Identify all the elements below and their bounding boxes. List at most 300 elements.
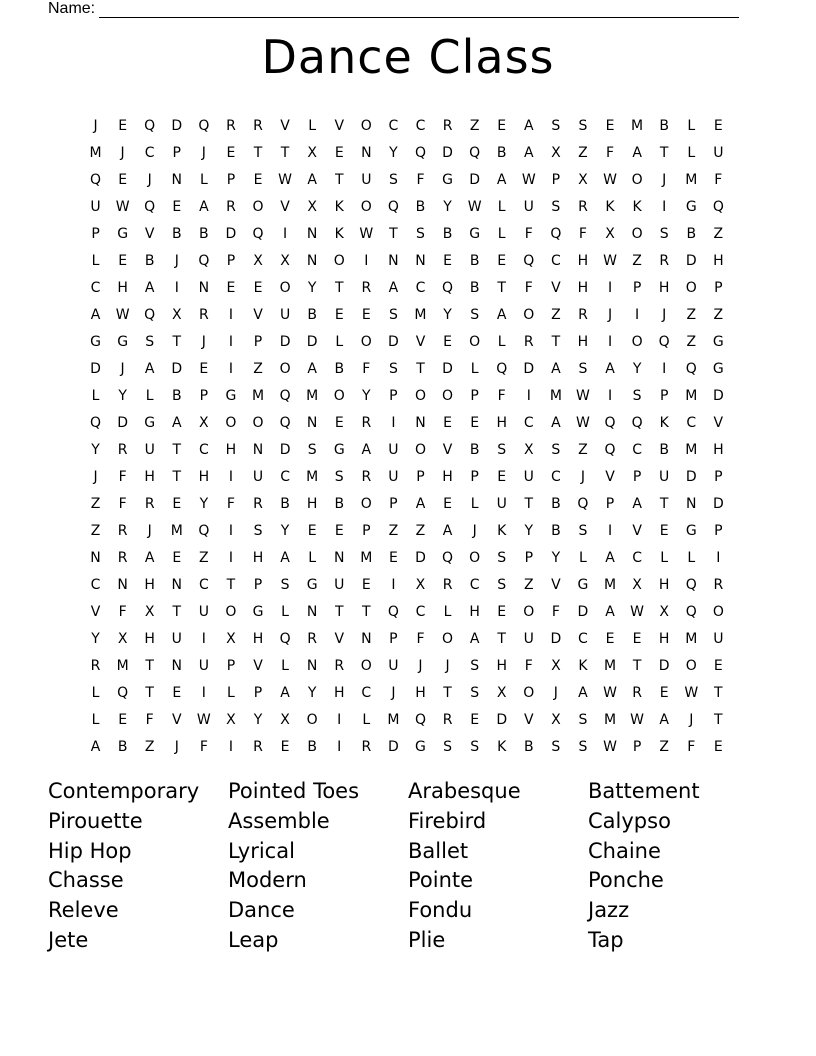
grid-letter[interactable]: R xyxy=(253,738,263,755)
grid-letter[interactable]: A xyxy=(280,684,290,701)
grid-letter[interactable]: A xyxy=(496,306,507,323)
grid-letter[interactable]: E xyxy=(334,522,344,539)
grid-letter[interactable]: O xyxy=(469,333,481,350)
grid-letter[interactable]: F xyxy=(524,279,533,296)
grid-letter[interactable]: P xyxy=(253,576,263,593)
grid-letter[interactable]: A xyxy=(524,144,534,161)
grid-letter[interactable]: S xyxy=(388,171,398,188)
grid-letter[interactable]: R xyxy=(90,657,101,674)
grid-letter[interactable]: E xyxy=(497,603,507,620)
grid-letter[interactable]: Q xyxy=(90,171,102,188)
grid-letter[interactable]: L xyxy=(91,387,100,404)
grid-letter[interactable]: V xyxy=(90,603,101,620)
grid-letter[interactable]: B xyxy=(334,360,345,377)
grid-letter[interactable]: H xyxy=(658,279,670,296)
grid-letter[interactable]: K xyxy=(334,225,344,242)
grid-letter[interactable]: K xyxy=(659,414,669,431)
grid-letter[interactable]: C xyxy=(632,441,642,458)
grid-letter[interactable]: I xyxy=(607,333,613,350)
grid-letter[interactable]: G xyxy=(712,360,724,377)
grid-letter[interactable]: O xyxy=(360,198,372,215)
grid-letter[interactable]: O xyxy=(225,603,237,620)
grid-letter[interactable]: L xyxy=(281,603,289,620)
grid-letter[interactable]: W xyxy=(603,252,617,269)
grid-letter[interactable]: Z xyxy=(523,576,534,593)
grid-letter[interactable]: J xyxy=(147,522,152,539)
grid-letter[interactable]: P xyxy=(551,171,561,188)
grid-letter[interactable]: C xyxy=(90,576,101,593)
grid-letter[interactable]: Q xyxy=(90,414,102,431)
grid-letter[interactable]: Y xyxy=(632,360,642,377)
grid-letter[interactable]: T xyxy=(334,279,344,296)
grid-letter[interactable]: F xyxy=(551,603,560,620)
grid-letter[interactable]: H xyxy=(577,252,589,269)
grid-letter[interactable]: R xyxy=(442,711,453,728)
grid-letter[interactable]: S xyxy=(145,333,155,350)
grid-letter[interactable]: A xyxy=(496,171,507,188)
grid-letter[interactable]: G xyxy=(117,225,129,242)
grid-letter[interactable]: X xyxy=(415,576,426,593)
grid-letter[interactable]: B xyxy=(659,117,669,134)
grid-letter[interactable]: P xyxy=(389,387,398,404)
grid-letter[interactable]: R xyxy=(117,522,128,539)
grid-letter[interactable]: Q xyxy=(604,414,616,431)
grid-letter[interactable]: P xyxy=(632,738,642,755)
grid-letter[interactable]: L xyxy=(281,657,289,674)
grid-letter[interactable]: Y xyxy=(551,549,561,566)
grid-letter[interactable]: Z xyxy=(388,522,399,539)
grid-letter[interactable]: S xyxy=(388,306,398,323)
grid-letter[interactable]: X xyxy=(659,603,669,620)
grid-letter[interactable]: V xyxy=(253,657,263,674)
grid-letter[interactable]: P xyxy=(632,279,642,296)
grid-letter[interactable]: E xyxy=(361,306,371,323)
grid-letter[interactable]: G xyxy=(252,603,264,620)
grid-letter[interactable]: S xyxy=(470,738,480,755)
grid-letter[interactable]: F xyxy=(524,657,533,674)
grid-letter[interactable]: H xyxy=(577,333,589,350)
grid-letter[interactable]: O xyxy=(414,387,426,404)
grid-letter[interactable]: F xyxy=(118,603,127,620)
grid-letter[interactable]: F xyxy=(416,630,425,647)
grid-letter[interactable]: H xyxy=(333,684,345,701)
grid-letter[interactable]: B xyxy=(686,225,697,242)
grid-letter[interactable]: C xyxy=(523,414,534,431)
grid-letter[interactable]: T xyxy=(172,603,182,620)
grid-letter[interactable]: S xyxy=(280,576,290,593)
grid-letter[interactable]: W xyxy=(278,171,292,188)
grid-letter[interactable]: V xyxy=(171,711,182,728)
grid-letter[interactable]: E xyxy=(334,306,344,323)
grid-letter[interactable]: H xyxy=(713,252,724,269)
grid-letter[interactable]: X xyxy=(551,657,561,674)
grid-letter[interactable]: H xyxy=(252,630,264,647)
grid-letter[interactable]: Q xyxy=(550,225,562,242)
grid-letter[interactable]: I xyxy=(228,360,233,377)
grid-letter[interactable]: O xyxy=(360,495,372,512)
grid-letter[interactable]: Z xyxy=(578,144,588,161)
grid-letter[interactable]: J xyxy=(391,684,396,701)
grid-letter[interactable]: E xyxy=(118,711,128,728)
grid-letter[interactable]: P xyxy=(199,387,209,404)
grid-letter[interactable]: Z xyxy=(578,441,588,458)
grid-letter[interactable]: O xyxy=(306,711,318,728)
grid-letter[interactable]: S xyxy=(578,711,588,728)
grid-letter[interactable]: V xyxy=(144,225,155,242)
grid-letter[interactable]: D xyxy=(469,171,481,188)
grid-letter[interactable]: Q xyxy=(442,549,454,566)
grid-letter[interactable]: O xyxy=(333,252,345,269)
grid-letter[interactable]: X xyxy=(280,252,290,269)
grid-letter[interactable]: A xyxy=(199,198,209,215)
grid-letter[interactable]: Q xyxy=(198,252,210,269)
grid-letter[interactable]: C xyxy=(686,414,697,431)
grid-letter[interactable]: N xyxy=(171,576,183,593)
grid-letter[interactable]: T xyxy=(443,684,452,701)
grid-letter[interactable]: M xyxy=(685,387,698,404)
grid-letter[interactable]: H xyxy=(442,468,453,485)
grid-letter[interactable]: N xyxy=(334,549,345,566)
grid-letter[interactable]: A xyxy=(144,549,155,566)
grid-letter[interactable]: D xyxy=(442,360,453,377)
grid-letter[interactable]: L xyxy=(470,495,479,512)
grid-letter[interactable]: O xyxy=(469,549,481,566)
grid-letter[interactable]: F xyxy=(199,738,208,755)
name-field[interactable] xyxy=(48,0,739,18)
grid-letter[interactable]: C xyxy=(469,576,480,593)
grid-letter[interactable]: O xyxy=(523,603,535,620)
grid-letter[interactable]: Z xyxy=(469,117,480,134)
grid-letter[interactable]: W xyxy=(576,414,590,431)
grid-letter[interactable]: I xyxy=(228,468,233,485)
grid-letter[interactable]: H xyxy=(496,414,507,431)
grid-letter[interactable]: A xyxy=(307,171,317,188)
grid-letter[interactable]: W xyxy=(521,171,536,188)
grid-letter[interactable]: A xyxy=(524,117,534,134)
grid-letter[interactable]: T xyxy=(551,333,561,350)
grid-letter[interactable]: N xyxy=(415,414,426,431)
grid-letter[interactable]: C xyxy=(415,603,426,620)
grid-letter[interactable]: T xyxy=(389,225,398,242)
grid-letter[interactable]: S xyxy=(632,387,642,404)
grid-letter[interactable]: D xyxy=(117,414,128,431)
grid-letter[interactable]: U xyxy=(198,657,209,674)
grid-letter[interactable]: P xyxy=(470,468,479,485)
grid-letter[interactable]: F xyxy=(362,360,371,377)
grid-letter[interactable]: G xyxy=(469,225,481,242)
grid-letter[interactable]: Y xyxy=(280,522,290,539)
grid-letter[interactable]: A xyxy=(551,414,561,431)
grid-letter[interactable]: P xyxy=(362,522,371,539)
grid-letter[interactable]: E xyxy=(226,144,236,161)
grid-letter[interactable]: N xyxy=(90,549,101,566)
grid-letter[interactable]: C xyxy=(415,279,426,296)
grid-letter[interactable]: N xyxy=(171,657,183,674)
grid-letter[interactable]: J xyxy=(201,144,206,161)
grid-letter[interactable]: U xyxy=(388,657,399,674)
grid-letter[interactable]: G xyxy=(333,441,345,458)
grid-letter[interactable]: O xyxy=(631,333,643,350)
grid-letter[interactable]: N xyxy=(306,414,318,431)
grid-letter[interactable]: T xyxy=(172,333,182,350)
grid-letter[interactable]: J xyxy=(174,738,179,755)
grid-letter[interactable]: S xyxy=(416,225,425,242)
grid-letter[interactable]: E xyxy=(307,522,317,539)
grid-letter[interactable]: R xyxy=(198,306,209,323)
grid-letter[interactable]: D xyxy=(388,333,399,350)
grid-letter[interactable]: S xyxy=(307,441,317,458)
grid-letter[interactable]: Y xyxy=(443,198,452,215)
grid-letter[interactable]: T xyxy=(145,657,154,674)
grid-letter[interactable]: N xyxy=(306,657,318,674)
grid-letter[interactable]: L xyxy=(497,198,506,215)
grid-letter[interactable]: R xyxy=(253,117,263,134)
grid-letter[interactable]: N xyxy=(198,279,210,296)
grid-letter[interactable]: E xyxy=(280,738,290,755)
grid-letter[interactable]: L xyxy=(687,144,696,161)
grid-letter[interactable]: O xyxy=(631,225,643,242)
grid-letter[interactable]: E xyxy=(443,414,452,431)
grid-letter[interactable]: B xyxy=(334,495,345,512)
grid-letter[interactable]: N xyxy=(306,225,318,242)
grid-letter[interactable]: N xyxy=(117,576,128,593)
grid-letter[interactable]: B xyxy=(307,306,317,323)
grid-letter[interactable]: U xyxy=(496,495,507,512)
grid-letter[interactable]: Q xyxy=(144,117,156,134)
grid-letter[interactable]: V xyxy=(280,198,290,215)
grid-letter[interactable]: S xyxy=(497,441,507,458)
grid-letter[interactable]: B xyxy=(496,144,507,161)
grid-letter[interactable]: C xyxy=(198,441,209,458)
grid-letter[interactable]: Z xyxy=(686,333,697,350)
grid-letter[interactable]: S xyxy=(551,441,561,458)
grid-letter[interactable]: Y xyxy=(362,387,371,404)
grid-letter[interactable]: D xyxy=(306,333,318,350)
grid-letter[interactable]: I xyxy=(391,576,396,593)
grid-letter[interactable]: C xyxy=(550,468,561,485)
grid-letter[interactable]: E xyxy=(713,657,723,674)
grid-letter[interactable]: W xyxy=(115,198,130,215)
grid-letter[interactable]: P xyxy=(226,171,236,188)
grid-letter[interactable]: I xyxy=(228,333,233,350)
grid-letter[interactable]: T xyxy=(416,360,425,377)
grid-letter[interactable]: E xyxy=(497,252,507,269)
grid-letter[interactable]: Z xyxy=(659,738,669,755)
grid-letter[interactable]: P xyxy=(172,144,181,161)
grid-letter[interactable]: R xyxy=(361,414,372,431)
grid-letter[interactable]: R xyxy=(226,198,236,215)
grid-letter[interactable]: R xyxy=(144,495,155,512)
grid-letter[interactable]: Y xyxy=(307,279,317,296)
grid-letter[interactable]: Q xyxy=(387,603,399,620)
grid-letter[interactable]: B xyxy=(171,225,182,242)
grid-letter[interactable]: L xyxy=(443,603,452,620)
grid-letter[interactable]: D xyxy=(225,225,237,242)
grid-letter[interactable]: E xyxy=(118,171,128,188)
grid-letter[interactable]: M xyxy=(549,387,562,404)
grid-letter[interactable]: A xyxy=(578,684,588,701)
grid-letter[interactable]: R xyxy=(659,252,670,269)
grid-letter[interactable]: O xyxy=(523,306,535,323)
grid-letter[interactable]: V xyxy=(334,117,345,134)
grid-letter[interactable]: L xyxy=(362,711,371,728)
grid-letter[interactable]: W xyxy=(603,171,617,188)
grid-letter[interactable]: S xyxy=(443,738,452,755)
grid-letter[interactable]: I xyxy=(174,279,179,296)
grid-letter[interactable]: B xyxy=(171,387,182,404)
grid-letter[interactable]: I xyxy=(391,414,396,431)
grid-letter[interactable]: A xyxy=(171,414,182,431)
grid-letter[interactable]: V xyxy=(334,630,345,647)
grid-letter[interactable]: S xyxy=(578,360,588,377)
grid-letter[interactable]: M xyxy=(603,576,617,593)
grid-letter[interactable]: G xyxy=(685,198,697,215)
grid-letter[interactable]: Z xyxy=(253,360,263,377)
grid-letter[interactable]: L xyxy=(687,117,696,134)
grid-letter[interactable]: J xyxy=(201,333,206,350)
grid-letter[interactable]: Q xyxy=(117,684,129,701)
grid-letter[interactable]: H xyxy=(658,630,670,647)
grid-letter[interactable]: A xyxy=(605,549,615,566)
grid-letter[interactable]: B xyxy=(307,738,317,755)
grid-letter[interactable]: S xyxy=(578,522,588,539)
grid-letter[interactable]: P xyxy=(253,333,263,350)
grid-letter[interactable]: X xyxy=(199,414,209,431)
grid-letter[interactable]: C xyxy=(198,576,209,593)
grid-letter[interactable]: Q xyxy=(442,279,454,296)
grid-letter[interactable]: A xyxy=(632,144,642,161)
grid-letter[interactable]: W xyxy=(603,684,617,701)
grid-letter[interactable]: F xyxy=(497,387,506,404)
grid-letter[interactable]: O xyxy=(360,657,372,674)
grid-letter[interactable]: C xyxy=(415,117,426,134)
grid-letter[interactable]: O xyxy=(631,171,643,188)
grid-letter[interactable]: E xyxy=(659,522,669,539)
grid-letter[interactable]: J xyxy=(662,306,667,323)
grid-letter[interactable]: U xyxy=(713,144,724,161)
grid-letter[interactable]: E xyxy=(605,117,615,134)
grid-letter[interactable]: B xyxy=(117,738,128,755)
grid-letter[interactable]: Z xyxy=(90,522,101,539)
grid-letter[interactable]: W xyxy=(630,711,645,728)
grid-letter[interactable]: E xyxy=(118,117,128,134)
grid-letter[interactable]: S xyxy=(253,522,263,539)
grid-letter[interactable]: G xyxy=(117,333,129,350)
grid-letter[interactable]: U xyxy=(252,468,264,485)
grid-letter[interactable]: H xyxy=(496,657,507,674)
grid-letter[interactable]: E xyxy=(253,279,263,296)
grid-letter[interactable]: I xyxy=(364,252,369,269)
grid-letter[interactable]: U xyxy=(388,468,399,485)
grid-letter[interactable]: T xyxy=(253,144,263,161)
grid-letter[interactable]: D xyxy=(577,603,589,620)
grid-letter[interactable]: R xyxy=(713,576,724,593)
grid-letter[interactable]: N xyxy=(415,252,426,269)
grid-letter[interactable]: N xyxy=(306,252,318,269)
grid-letter[interactable]: T xyxy=(497,279,506,296)
grid-letter[interactable]: F xyxy=(605,144,615,161)
grid-letter[interactable]: R xyxy=(523,333,534,350)
grid-letter[interactable]: O xyxy=(360,117,372,134)
grid-letter[interactable]: Q xyxy=(144,306,156,323)
grid-letter[interactable]: D xyxy=(712,387,724,404)
grid-letter[interactable]: C xyxy=(90,279,101,296)
grid-letter[interactable]: B xyxy=(442,225,453,242)
grid-letter[interactable]: H xyxy=(469,603,480,620)
grid-letter[interactable]: A xyxy=(90,306,101,323)
grid-letter[interactable]: E xyxy=(253,171,263,188)
grid-letter[interactable]: Q xyxy=(685,360,697,377)
grid-letter[interactable]: X xyxy=(226,630,236,647)
grid-letter[interactable]: Q xyxy=(712,198,724,215)
grid-letter[interactable]: O xyxy=(252,198,264,215)
grid-letter[interactable]: V xyxy=(551,576,561,593)
grid-letter[interactable]: Z xyxy=(144,738,155,755)
grid-letter[interactable]: H xyxy=(577,279,589,296)
grid-letter[interactable]: N xyxy=(252,441,264,458)
grid-letter[interactable]: A xyxy=(280,549,290,566)
grid-letter[interactable]: I xyxy=(201,630,206,647)
grid-letter[interactable]: U xyxy=(279,306,291,323)
grid-letter[interactable]: D xyxy=(442,144,453,161)
grid-letter[interactable]: B xyxy=(659,441,669,458)
grid-letter[interactable]: E xyxy=(361,576,371,593)
grid-letter[interactable]: Z xyxy=(199,549,209,566)
grid-letter[interactable]: Q xyxy=(387,198,399,215)
grid-letter[interactable]: J xyxy=(93,468,98,485)
grid-letter[interactable]: E xyxy=(172,495,182,512)
grid-letter[interactable]: V xyxy=(442,441,453,458)
grid-letter[interactable]: A xyxy=(551,360,561,377)
grid-letter[interactable]: H xyxy=(225,441,237,458)
grid-letter[interactable]: I xyxy=(607,522,613,539)
grid-letter[interactable]: J xyxy=(147,171,152,188)
grid-letter[interactable]: N xyxy=(361,144,372,161)
grid-letter[interactable]: E xyxy=(334,414,344,431)
grid-letter[interactable]: J xyxy=(472,522,477,539)
grid-letter[interactable]: U xyxy=(171,630,182,647)
grid-letter[interactable]: I xyxy=(228,522,233,539)
grid-letter[interactable]: D xyxy=(658,657,670,674)
grid-letter[interactable]: D xyxy=(279,333,291,350)
grid-letter[interactable]: V xyxy=(253,306,263,323)
grid-letter[interactable]: R xyxy=(578,198,588,215)
grid-letter[interactable]: S xyxy=(551,738,561,755)
grid-letter[interactable]: Z xyxy=(415,522,426,539)
grid-letter[interactable]: M xyxy=(631,117,644,134)
grid-letter[interactable]: X xyxy=(144,603,155,620)
grid-letter[interactable]: C xyxy=(578,630,588,647)
grid-letter[interactable]: J xyxy=(174,252,179,269)
grid-letter[interactable]: S xyxy=(578,738,588,755)
grid-letter[interactable]: D xyxy=(90,360,101,377)
grid-letter[interactable]: K xyxy=(497,522,507,539)
grid-letter[interactable]: Y xyxy=(307,684,317,701)
grid-letter[interactable]: E xyxy=(497,117,507,134)
grid-letter[interactable]: Z xyxy=(686,306,697,323)
grid-letter[interactable]: T xyxy=(497,630,506,647)
grid-letter[interactable]: H xyxy=(117,279,128,296)
grid-letter[interactable]: J xyxy=(553,684,558,701)
grid-letter[interactable]: F xyxy=(118,468,127,485)
grid-letter[interactable]: N xyxy=(361,630,372,647)
grid-letter[interactable]: G xyxy=(442,171,453,188)
grid-letter[interactable]: A xyxy=(388,279,399,296)
grid-letter[interactable]: P xyxy=(389,495,398,512)
grid-letter[interactable]: S xyxy=(470,657,480,674)
grid-letter[interactable]: I xyxy=(662,198,667,215)
grid-letter[interactable]: M xyxy=(360,549,373,566)
